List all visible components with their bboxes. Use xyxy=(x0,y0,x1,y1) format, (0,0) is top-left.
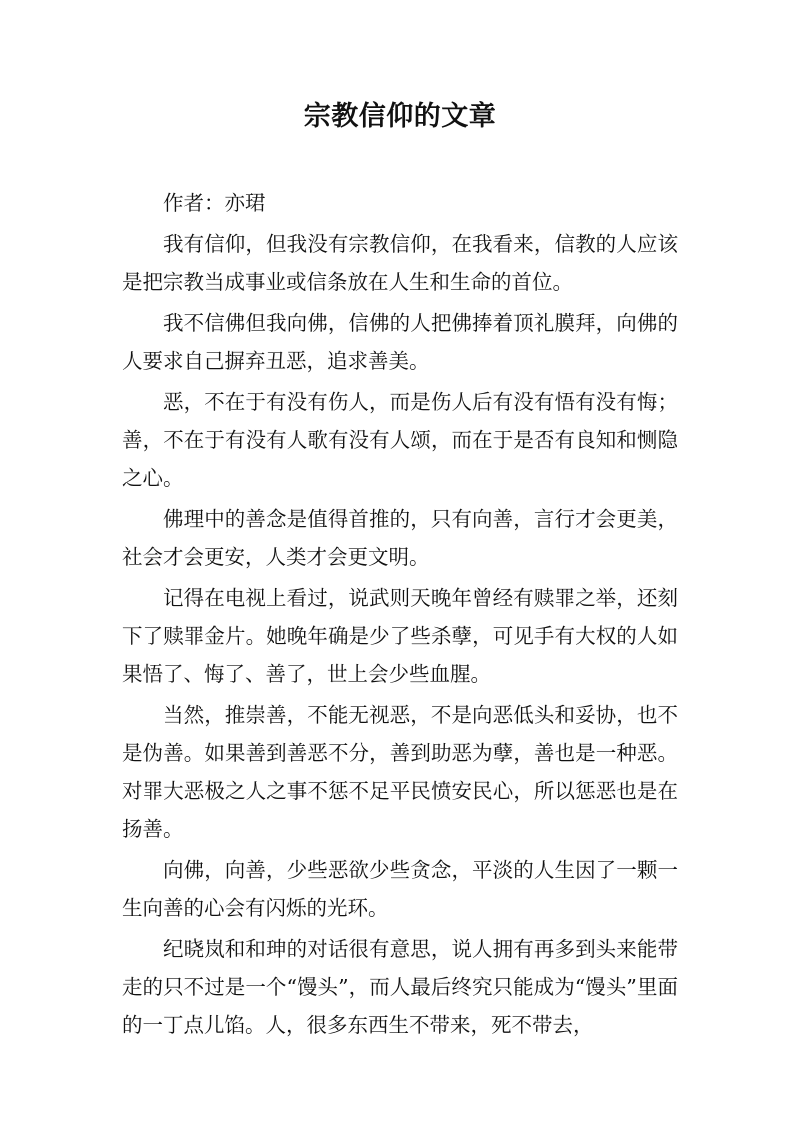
paragraph: 记得在电视上看过，说武则天晚年曾经有赎罪之举，还刻下了赎罪金片。她晚年确是少了些杀孽，可见手有大权的人如果悟了、悔了、善了，世上会少些血腥。 xyxy=(122,586,678,686)
paragraph: 我有信仰，但我没有宗教信仰，在我看来，信教的人应该是把宗教当成事业或信条放在人生和生命的首位。 xyxy=(122,232,678,294)
document-body xyxy=(122,184,678,1047)
author-line: 作者：亦珺 xyxy=(163,191,266,215)
paragraph: 佛理中的善念是值得首推的，只有向善，言行才会更美，社会才会更安，人类才会更文明。 xyxy=(122,507,678,569)
paragraph: 我不信佛但我向佛，信佛的人把佛捧着顶礼膜拜，向佛的人要求自己摒弃丑恶，追求善美。 xyxy=(122,311,678,373)
paragraph: 当然，推崇善，不能无视恶，不是向恶低头和妥协，也不是伪善。如果善到善恶不分，善到助恶为孽，善也是一种恶。对罪大恶极之人之事不惩不足平民愤安民心，所以惩恶也是在扬善。 xyxy=(122,703,678,841)
paragraph: 纪晓岚和和珅的对话很有意思，说人拥有再多到头来能带走的只不过是一个“馒头”，而人最后终究只能成为“馒头”里面的一丁点儿馅。人，很多东西生不带来，死不带去， xyxy=(122,937,678,1037)
paragraph: 向佛，向善，少些恶欲少些贪念，平淡的人生因了一颗一生向善的心会有闪烁的光环。 xyxy=(122,858,678,920)
document-title: 宗教信仰的文章 xyxy=(303,101,497,132)
paragraph: 恶，不在于有没有伤人，而是伤人后有没有悟有没有悔；善，不在于有没有人歌有没有人颂，而在于是否有良知和恻隐之心。 xyxy=(122,390,678,490)
